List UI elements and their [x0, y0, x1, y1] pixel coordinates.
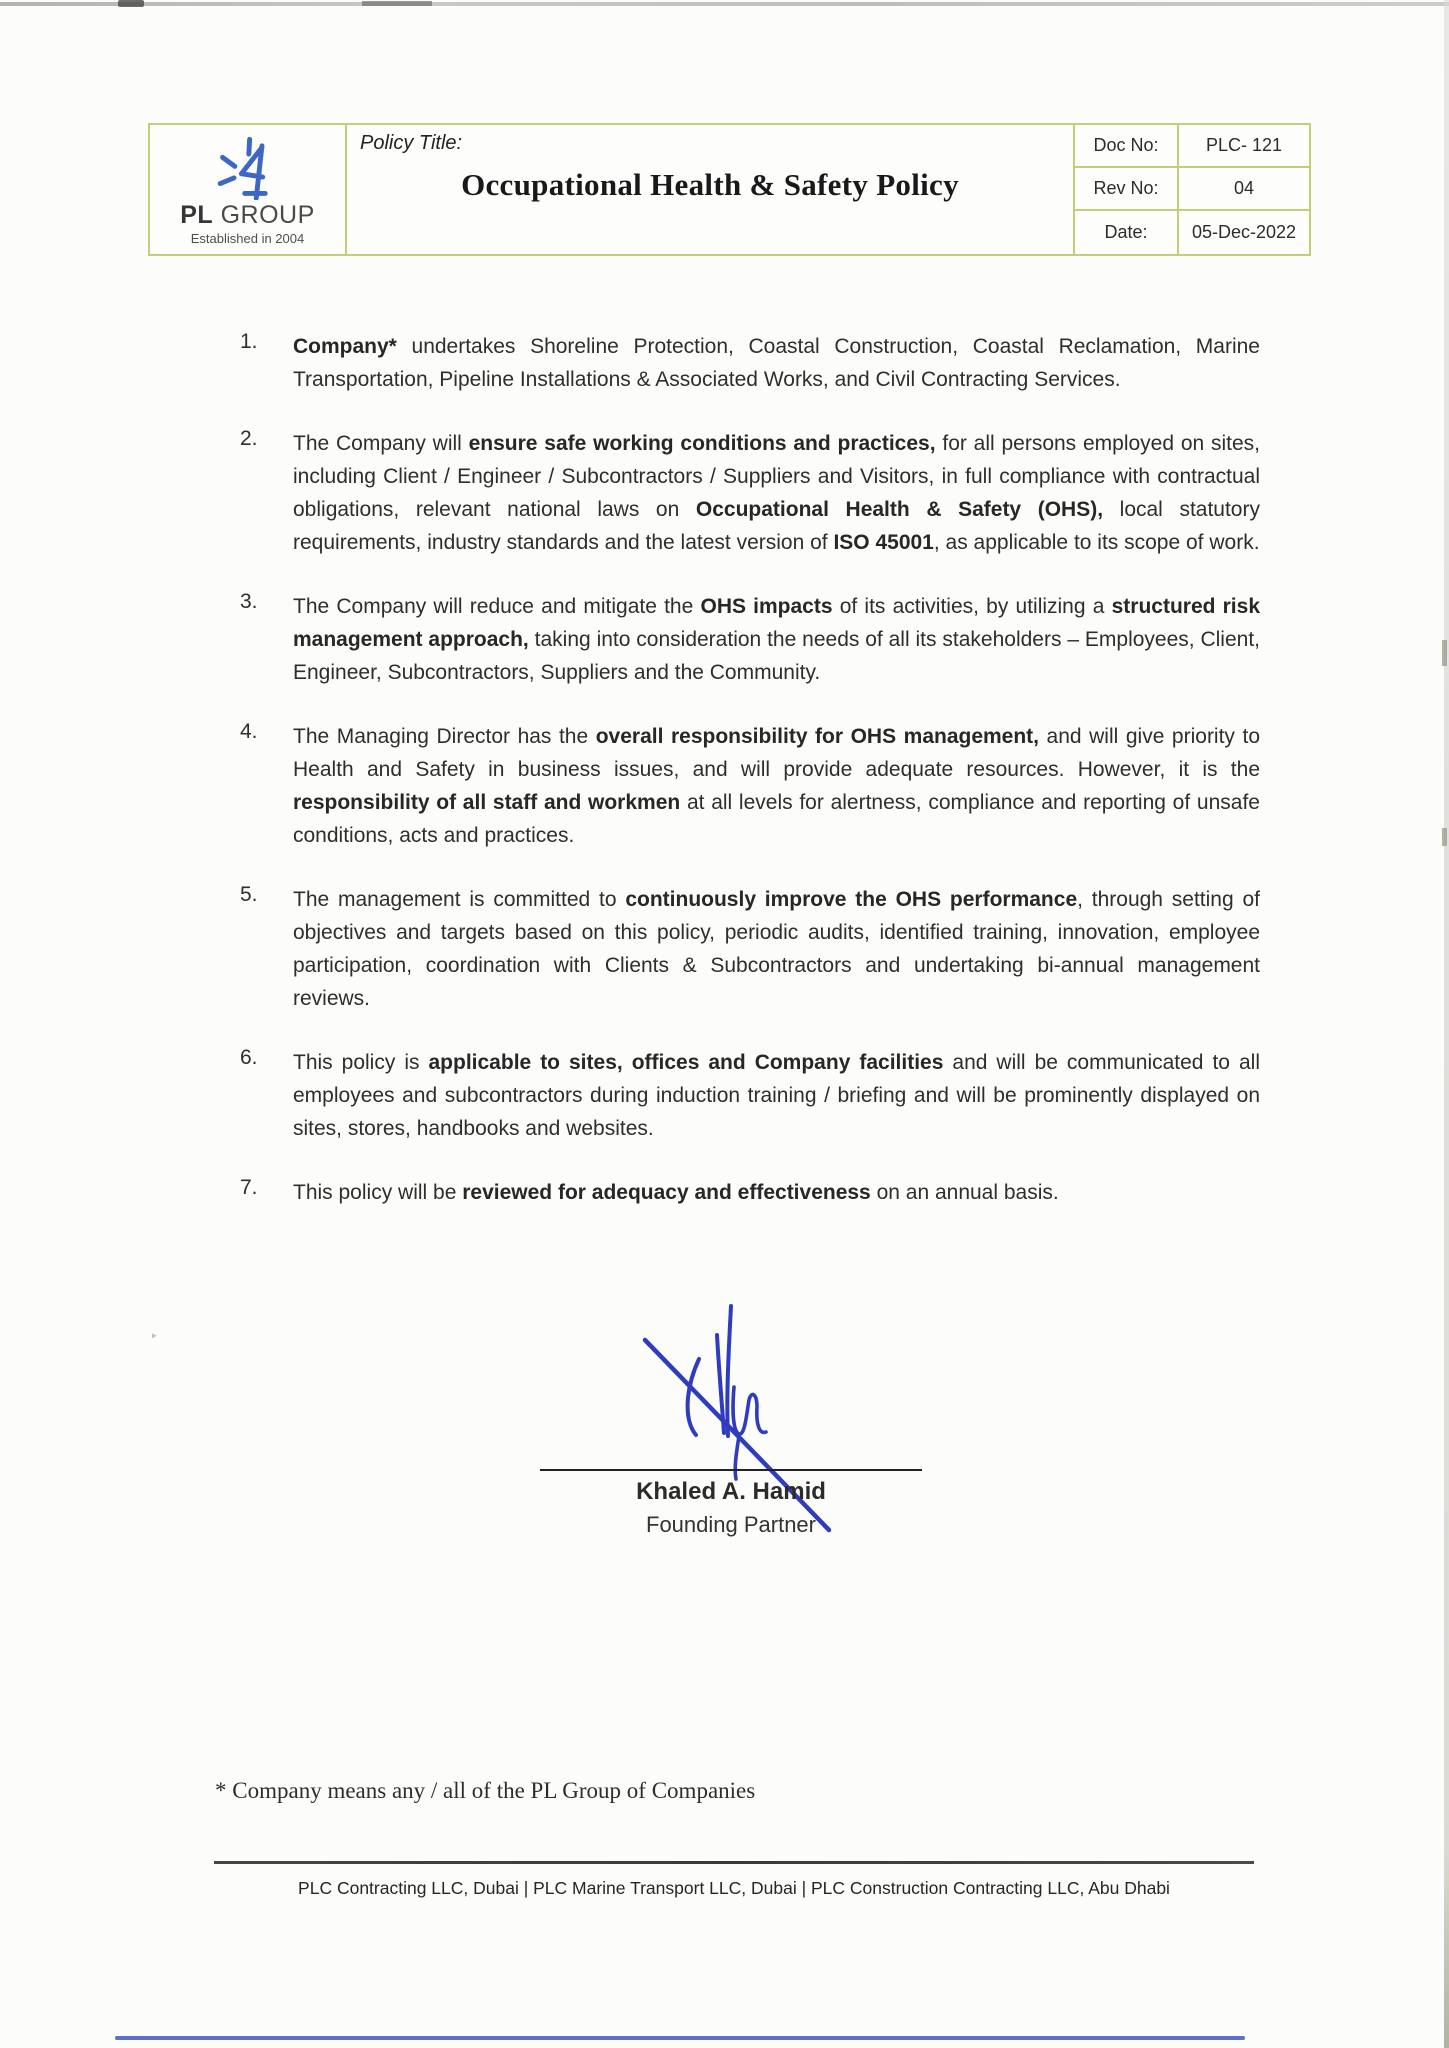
pl-group-logo-icon	[211, 136, 285, 200]
item-number: 6.	[240, 1046, 258, 1069]
logo-established: Established in 2004	[190, 230, 305, 246]
item-number: 2.	[240, 427, 258, 450]
item-number: 1.	[240, 330, 258, 353]
item-number: 3.	[240, 590, 258, 613]
item-number: 7.	[240, 1176, 258, 1199]
footer-companies: PLC Contracting LLC, Dubai | PLC Marine Transport LLC, Dubai | PLC Construction Contracting LLC, Abu Dhabi	[298, 1878, 1170, 1898]
item-text: The Company will reduce and mitigate the OHS impacts of its activities, by utilizing a structured risk management approach, taking into consideration the needs of all its stakeholders – Employees, Client, Engineer, Subcontractors, Suppliers and the Community.	[293, 595, 1261, 684]
signer-name: Khaled A. Hamid	[636, 1478, 826, 1505]
footer-rule	[214, 1861, 1254, 1864]
scan-mark: ‣	[150, 1328, 159, 1344]
policy-item	[240, 330, 1260, 396]
rev-no-label: Rev No:	[1075, 168, 1179, 211]
signer-block	[540, 1478, 922, 1538]
item-number: 5.	[240, 883, 258, 906]
item-text: This policy will be reviewed for adequacy and effectiveness on an annual basis.	[293, 1181, 1059, 1204]
policy-item	[240, 1176, 1260, 1209]
policy-item	[240, 720, 1260, 852]
title-cell	[347, 125, 1073, 254]
policy-title-label: Policy Title:	[360, 132, 463, 154]
doc-no-value: PLC- 121	[1179, 125, 1309, 168]
logo-group: GROUP	[213, 200, 315, 229]
doc-no-label: Doc No:	[1075, 125, 1179, 168]
signature-line	[540, 1469, 922, 1471]
scan-mark	[1442, 640, 1447, 666]
item-text: The management is committed to continuously improve the OHS performance, through setting of objectives and targets based on this policy, periodic audits, identified training, innovation, employee participation, coordination with Clients & Subcontractors and undertaking bi-annual management reviews.	[293, 888, 1260, 1010]
policy-item	[240, 590, 1260, 689]
date-value: 05-Dec-2022	[1191, 222, 1297, 242]
rev-no-value: 04	[1179, 168, 1309, 211]
header-table	[148, 123, 1311, 256]
item-number: 4.	[240, 720, 258, 743]
item-text: The Managing Director has the overall responsibility for OHS management, and will give priority to Health and Safety in business issues, and will provide adequate resources. However, it is the responsibility of all staff and workmen at all levels for alertness, compliance and reporting of unsafe conditions, acts and practices.	[293, 725, 1260, 847]
logo-pl: PL	[180, 200, 214, 229]
policy-item	[240, 427, 1260, 559]
scan-mark	[118, 0, 144, 7]
page-title: Occupational Health & Safety Policy	[461, 167, 959, 202]
item-text: Company* undertakes Shoreline Protection, Coastal Construction, Coastal Reclamation, Marine Transportation, Pipeline Installations & Associated Works, and Civil Contracting Services.	[293, 335, 1260, 391]
signer-title: Founding Partner	[646, 1512, 816, 1537]
item-text: The Company will ensure safe working conditions and practices, for all persons employed on sites, including Client / Engineer / Subcontractors / Suppliers and Visitors, in full compliance with contractual obligations, relevant national laws on Occupational Health & Safety (OHS), local statutory requirements, industry standards and the latest version of ISO 45001, as applicable to its scope of work.	[293, 432, 1260, 554]
scan-edge-bottom	[115, 2036, 1245, 2040]
scan-mark	[362, 1, 432, 6]
policy-item	[240, 1046, 1260, 1145]
scan-edge-top	[0, 2, 1449, 6]
date-label: Date:	[1075, 211, 1179, 254]
logo-cell	[150, 125, 347, 254]
footnote: * Company means any / all of the PL Group of Companies	[215, 1778, 756, 1803]
scan-edge-right	[1444, 0, 1449, 2048]
policy-list	[240, 330, 1260, 1240]
logo-wordmark	[180, 201, 315, 230]
scan-mark	[1442, 828, 1447, 846]
doc-info-table	[1073, 125, 1309, 254]
policy-item	[240, 883, 1260, 1015]
item-text: This policy is applicable to sites, offices and Company facilities and will be communicated to all employees and subcontractors during induction training / briefing and will be prominently displayed on sites, stores, handbooks and websites.	[293, 1051, 1260, 1140]
